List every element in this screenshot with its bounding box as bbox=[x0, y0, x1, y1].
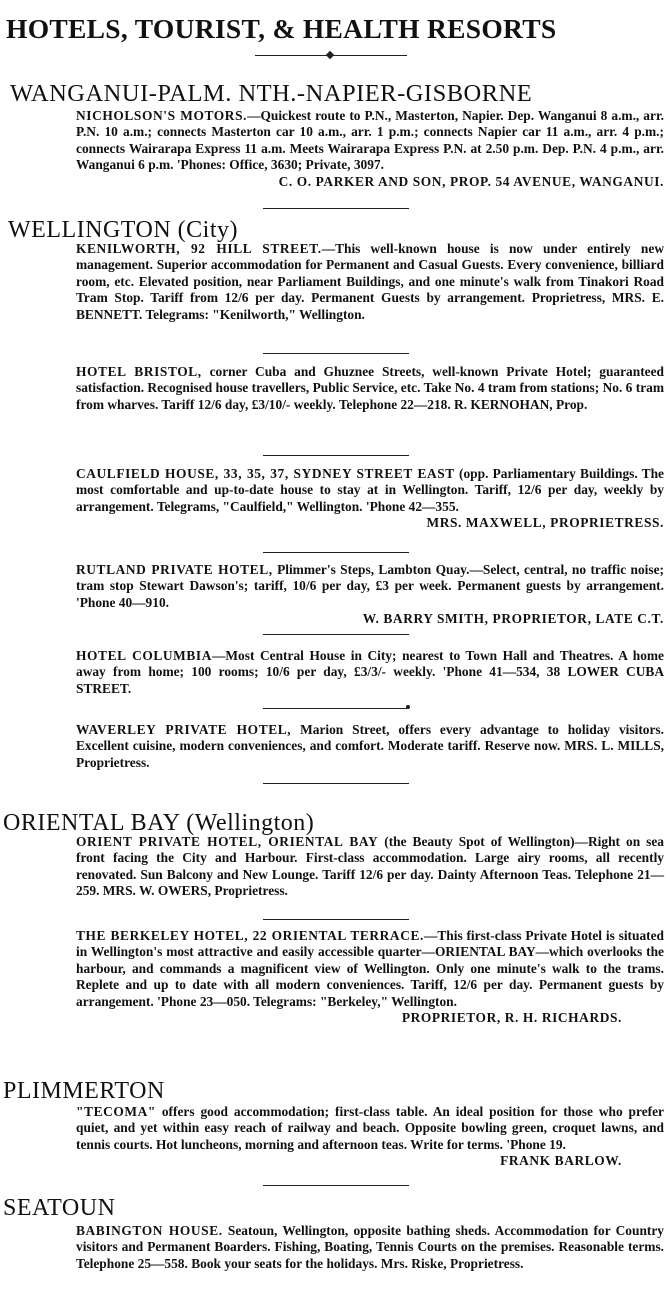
listing-text: Plimmer's Steps, Lambton Quay.—Select, central, no traffic noise; tram stop Stewart Dawson's; tariff, 10/6 per day, £3 per week. Permanent guests by arrangement. 'Phone 40—910. bbox=[76, 562, 664, 610]
section-heading-seatoun: SEATOUN bbox=[3, 1195, 116, 1221]
listing-text: —This first-class Private Hotel is situated in Wellington's most attractive and easily accessible quarter—ORIENTAL BAY—which overlooks the harbour, and commands a magnificent view of Wellington. Only one minute's walk to the trams. Replete and up to date with all modern conveniences. Tariff, 12/6 per day. Permanent guests by arrangement. 'Phone 23—050. Telegrams: "Berkeley," Wellington. bbox=[76, 928, 664, 1009]
page-title: HOTELS, TOURIST, & HEALTH RESORTS bbox=[6, 13, 557, 44]
listing-text: Marion Street, offers every advantage to holiday visitors. Excellent cuisine, modern conveniences, and comfort. Moderate tariff. Reserve now. MRS. L. MILLS, Proprietress. bbox=[76, 722, 664, 770]
listing-name: KENILWORTH, 92 HILL STREET. bbox=[76, 241, 322, 256]
listing-name: THE BERKELEY HOTEL, 22 ORIENTAL TERRACE. bbox=[76, 928, 424, 943]
listing-name: BABINGTON HOUSE. bbox=[76, 1223, 223, 1238]
title-ornament-diamond bbox=[326, 51, 334, 59]
listing-rutland-private-hotel bbox=[76, 562, 664, 628]
listing-text: (opp. Parliamentary Buildings. The most comfortable and up-to-date house to stay at in Wellington. Tariff, 12/6 per day, weekly by arrangement. Telegrams, "Caulfield," Wellington. 'Phone 42—355. bbox=[76, 466, 664, 514]
listing-hotel-bristol bbox=[76, 364, 664, 413]
listing-divider bbox=[263, 353, 409, 354]
listing-signature: FRANK BARLOW. bbox=[500, 1153, 622, 1169]
listing-signature: PROPRIETOR, R. H. RICHARDS. bbox=[401, 1010, 622, 1026]
listing-name: RUTLAND PRIVATE HOTEL, bbox=[76, 562, 273, 577]
listing-name: ORIENT PRIVATE HOTEL, ORIENTAL BAY bbox=[76, 834, 379, 849]
listing-name: "TECOMA" bbox=[76, 1104, 156, 1119]
listing-text: Seatoun, Wellington, opposite bathing sheds. Accommodation for Country visitors and Permanent Boarders. Fishing, Boating, Tennis Courts on the premises. Reasonable terms. Telephone 25—558. Book your seats for the holidays. Mrs. Riske, Proprietress. bbox=[76, 1223, 664, 1271]
listing-divider bbox=[263, 708, 409, 709]
listing-waverley-private-hotel bbox=[76, 722, 664, 771]
listing-signature: W. BARRY SMITH, PROPRIETOR, LATE C.T. bbox=[362, 611, 664, 627]
section-heading-plimmerton: PLIMMERTON bbox=[3, 1078, 165, 1104]
listing-text: (the Beauty Spot of Wellington)—Right on sea front facing the City and Harbour. First-class accommodation. Large airy rooms, all recently renovated. Sun Balcony and New Lounge. Tariff 12/6 per day. Dainty Afternoon Teas. Telephone 21—259. MRS. W. OWERS, Proprietress. bbox=[76, 834, 664, 899]
listing-text: corner Cuba and Ghuznee Streets, well-known Private Hotel; guaranteed satisfaction. Recognised house travellers, Public Service, etc. Take No. 4 tram from stations; No. 6 tram from wharves. Tariff 12/6 day, £3/10/- weekly. Telephone 22—218. R. KERNOHAN, Prop. bbox=[76, 364, 664, 412]
listing-name: HOTEL COLUMBIA bbox=[76, 648, 213, 663]
listing-name: HOTEL BRISTOL, bbox=[76, 364, 202, 379]
listing-orient-private-hotel bbox=[76, 834, 664, 900]
listing-tecoma bbox=[76, 1104, 664, 1170]
section-divider bbox=[263, 208, 409, 209]
listing-text: —Quickest route to P.N., Masterton, Napier. Dep. Wanganui 8 a.m., arr. P.N. 10 a.m.; connects Masterton car 10 a.m., arr. 1 p.m.; connects Napier car 11 a.m., arr. 4 p.m.; connects Wairarapa Express 11 a.m. Meets Wairarapa Express P.N. at 2.50 p.m. Dep. P.N. 4 p.m., arr. Wanganui 6 p.m. 'Phones: Office, 3630; Private, 3097. bbox=[76, 108, 665, 173]
listing-text: offers good accommodation; first-class table. An ideal position for those who prefer quiet, and yet within easy reach of railway and beach. Opposite bowling green, croquet lawns, and tennis courts. Hot luncheons, morning and afternoon teas. Write for terms. 'Phone 19. bbox=[76, 1104, 664, 1152]
section-divider bbox=[263, 1185, 409, 1186]
listing-name: WAVERLEY PRIVATE HOTEL, bbox=[76, 722, 292, 737]
listing-berkeley-hotel bbox=[76, 928, 664, 1026]
listing-divider bbox=[263, 455, 409, 456]
listing-signature: MRS. MAXWELL, PROPRIETRESS. bbox=[426, 515, 664, 531]
listing-signature: C. O. PARKER AND SON, PROP. 54 AVENUE, WANGANUI. bbox=[278, 173, 664, 189]
section-heading-wellington: WELLINGTON (City) bbox=[8, 217, 239, 243]
listing-divider bbox=[263, 919, 409, 920]
listing-text: —This well-known house is now under entirely new management. Superior accommodation for Permanent and Casual Guests. Every convenience, billiard room, etc. Elevated position, near Parliament Buildings, and one minute's walk from Tinakori Road Tram Stop. Tariff from 12/6 per day. Permanent Guests by arrangement. Proprietress, MRS. E. BENNETT. Telegrams: "Kenilworth," Wellington. bbox=[76, 241, 664, 322]
listing-nicholsons-motors bbox=[76, 108, 664, 190]
listing-name: NICHOLSON'S MOTORS. bbox=[76, 108, 248, 123]
section-heading-oriental-bay: ORIENTAL BAY (Wellington) bbox=[3, 810, 315, 836]
listing-divider bbox=[263, 634, 409, 635]
listing-caulfield-house bbox=[76, 466, 664, 532]
listing-hotel-columbia bbox=[76, 648, 664, 697]
listing-divider bbox=[263, 552, 409, 553]
listing-babington-house bbox=[76, 1223, 664, 1272]
section-divider bbox=[263, 783, 409, 784]
listing-text: —Most Central House in City; nearest to Town Hall and Theatres. A home away from home; 100 rooms; 10/6 per day, £3/3/- weekly. 'Phone 41—534, 38 LOWER CUBA STREET. bbox=[76, 648, 664, 696]
listing-kenilworth bbox=[76, 241, 664, 323]
listing-name: CAULFIELD HOUSE, 33, 35, 37, SYDNEY STREET EAST bbox=[76, 466, 455, 481]
section-heading-wanganui: WANGANUI-PALM. NTH.-NAPIER-GISBORNE bbox=[10, 80, 533, 107]
divider-dot bbox=[406, 705, 410, 709]
